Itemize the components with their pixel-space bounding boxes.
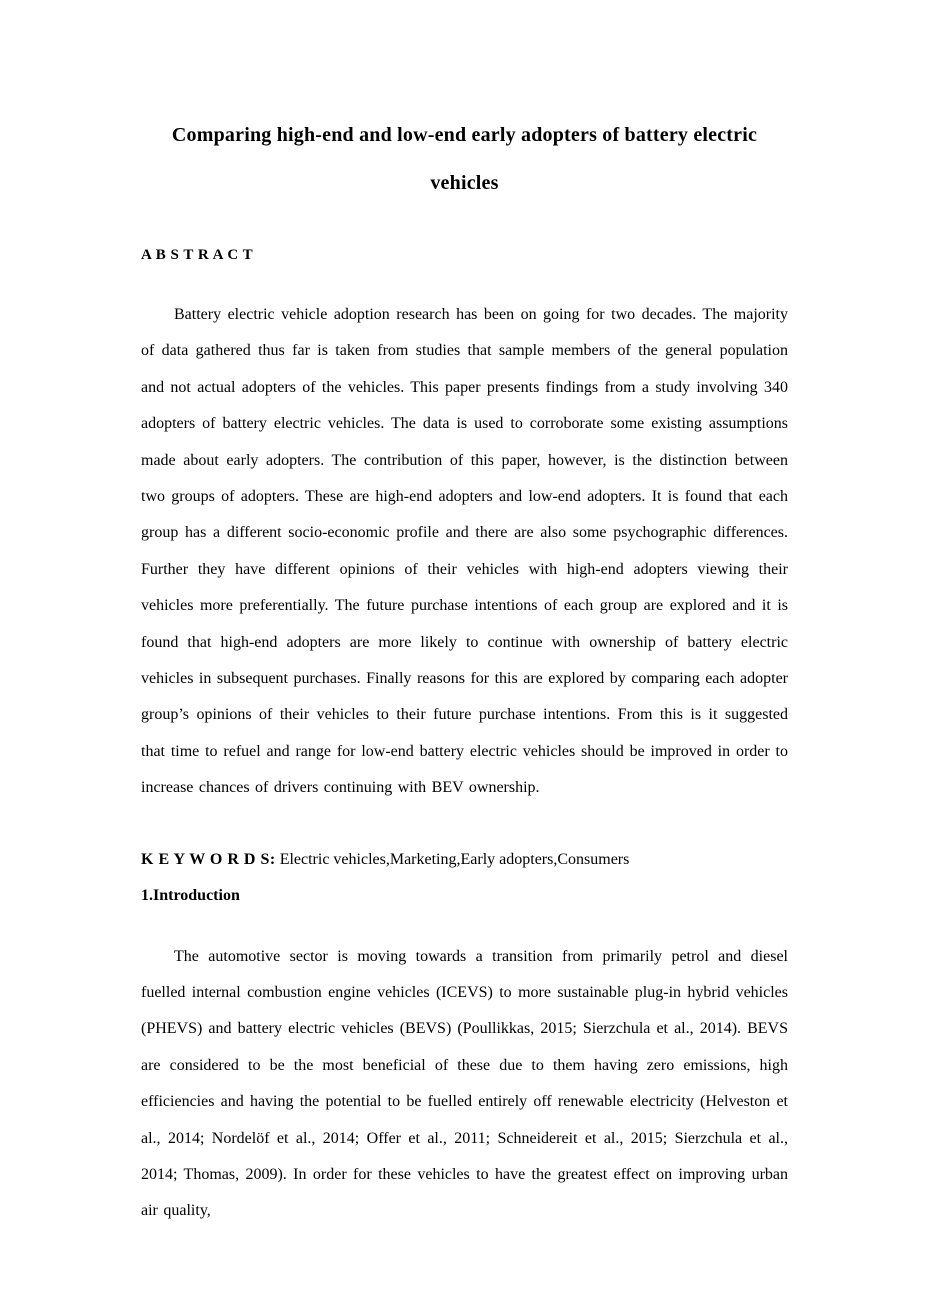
paper-title-line-1: Comparing high-end and low-end early adopters of battery electric (171, 124, 758, 146)
keywords-line (141, 842, 788, 878)
abstract-heading: A B S T R A C T (141, 247, 254, 263)
abstract-paragraph: Battery electric vehicle adoption research has been on going for two decades. The majority of data gathered thus far is taken from studies that sample members of the general population and not actual adopters of the vehicles. This paper presents findings from a study involving 340 adopters of battery electric vehicles. The data is used to corroborate some existing assumptions made about early adopters. The contribution of this paper, however, is the distinction between two groups of adopters. These are high-end adopters and low-end adopters. It is found that each group has a different socio-economic profile and there are also some psychographic differences. Further they have different opinions of their vehicles with high-end adopters viewing their vehicles more preferentially. The future purchase intentions of each group are explored and it is found that high-end adopters are more likely to continue with ownership of battery electric vehicles in subsequent purchases. Finally reasons for this are explored by comparing each adopter group’s opinions of their vehicles to their future purchase intentions. From this is it suggested that time to refuel and range for low-end battery electric vehicles should be improved in order to increase chances of drivers continuing with BEV ownership. (141, 306, 788, 797)
introduction-paragraph: The automotive sector is moving towards a transition from primarily petrol and diesel fuelled internal combustion engine vehicles (ICEVS) to more sustainable plug-in hybrid vehicles (PHEVS) and battery electric vehicles (BEVS) (Poullikkas, 2015; Sierzchula et al., 2014). BEVS are considered to be the most beneficial of these due to them having zero emissions, high efficiencies and having the potential to be fuelled entirely off renewable electricity (Helveston et al., 2014; Nordelöf et al., 2014; Offer et al., 2011; Schneidereit et al., 2015; Sierzchula et al., 2014; Thomas, 2009). In order for these vehicles to have the greatest effect on improving urban air quality, (141, 947, 788, 1220)
introduction-heading: 1.Introduction (141, 887, 240, 905)
paper-title (141, 111, 788, 207)
keywords-label: K E Y W O R D S: (141, 850, 276, 868)
keywords-value: Electric vehicles,Marketing,Early adopters,Consumers (279, 850, 630, 868)
paper-title-line-2: vehicles (430, 172, 499, 194)
